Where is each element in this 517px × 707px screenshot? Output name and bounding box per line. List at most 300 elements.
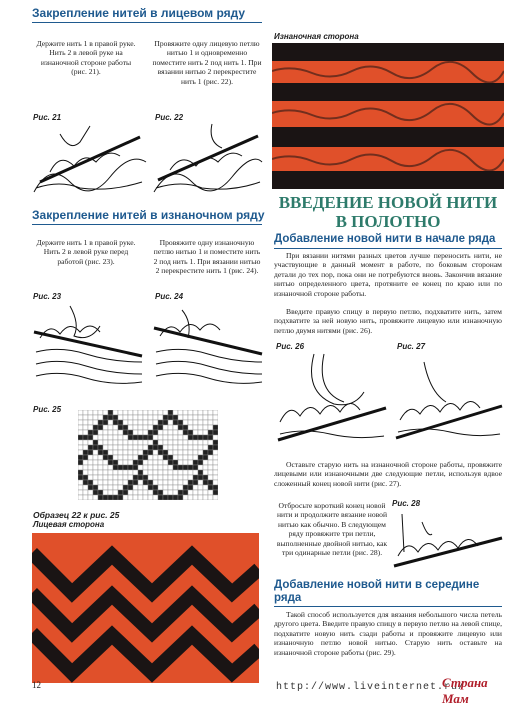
- chart-cell: [108, 455, 113, 460]
- chart-cell: [208, 415, 213, 420]
- chart-cell: [98, 495, 103, 500]
- chart-cell: [208, 480, 213, 485]
- chart-cell: [113, 420, 118, 425]
- chart-cell: [103, 420, 108, 425]
- chart-cell: [188, 490, 193, 495]
- chart-cell: [193, 425, 198, 430]
- chart-cell: [143, 455, 148, 460]
- chart-cell: [208, 485, 213, 490]
- chart-cell: [138, 465, 143, 470]
- chart-cell: [133, 465, 138, 470]
- chart-cell: [103, 480, 108, 485]
- chart-cell: [83, 430, 88, 435]
- front-side-swatch: [32, 533, 259, 683]
- section-banner-title: [272, 193, 504, 231]
- chart-cell: [133, 480, 138, 485]
- chart-cell: [93, 485, 98, 490]
- chart-cell: [133, 485, 138, 490]
- chart-cell: [183, 460, 188, 465]
- chart-cell: [158, 430, 163, 435]
- chart-cell: [128, 470, 133, 475]
- chart-cell: [78, 470, 83, 475]
- chart-cell: [188, 480, 193, 485]
- chart-cell: [108, 440, 113, 445]
- chart-cell: [163, 470, 168, 475]
- chart-cell: [123, 460, 128, 465]
- chart-cell: [208, 430, 213, 435]
- chart-cell: [133, 470, 138, 475]
- chart-cell: [88, 495, 93, 500]
- chart-cell: [143, 475, 148, 480]
- chart-cell: [93, 435, 98, 440]
- chart-cell: [168, 495, 173, 500]
- chart-cell: [173, 435, 178, 440]
- chart-cell: [188, 435, 193, 440]
- chart-cell: [88, 455, 93, 460]
- chart-cell: [198, 490, 203, 495]
- chart-cell: [203, 470, 208, 475]
- chart-cell: [183, 455, 188, 460]
- chart-cell: [163, 455, 168, 460]
- chart-cell: [158, 460, 163, 465]
- chart-cell: [198, 430, 203, 435]
- chart-cell: [113, 475, 118, 480]
- chart-cell: [208, 475, 213, 480]
- chart-cell: [118, 470, 123, 475]
- chart-cell: [153, 475, 158, 480]
- chart-cell: [193, 410, 198, 415]
- chart-cell: [193, 465, 198, 470]
- chart-cell: [133, 455, 138, 460]
- chart-cell: [98, 435, 103, 440]
- chart-cell: [203, 420, 208, 425]
- chart-cell: [198, 440, 203, 445]
- chart-cell: [103, 470, 108, 475]
- chart-cell: [183, 485, 188, 490]
- chart-cell: [108, 420, 113, 425]
- chart-cell: [158, 455, 163, 460]
- chart-cell: [138, 415, 143, 420]
- chart-cell: [203, 480, 208, 485]
- chart-cell: [93, 415, 98, 420]
- figure-22-illustration: [152, 122, 264, 194]
- chart-cell: [128, 460, 133, 465]
- chart-cell: [103, 425, 108, 430]
- chart-cell: [198, 455, 203, 460]
- figure-label: Рис. 22: [155, 113, 184, 122]
- chart-cell: [123, 435, 128, 440]
- chart-cell: [118, 430, 123, 435]
- chart-cell: [123, 450, 128, 455]
- chart-cell: [148, 430, 153, 435]
- chart-cell: [78, 475, 83, 480]
- chart-cell: [138, 480, 143, 485]
- chart-cell: [108, 430, 113, 435]
- chart-cell: [178, 480, 183, 485]
- chart-cell: [193, 435, 198, 440]
- chart-cell: [173, 485, 178, 490]
- chart-cell: [113, 435, 118, 440]
- chart-cell: [193, 460, 198, 465]
- chart-cell: [213, 410, 218, 415]
- chart-cell: [203, 415, 208, 420]
- chart-cell: [183, 495, 188, 500]
- chart-cell: [158, 420, 163, 425]
- paragraph: Такой способ используется для вязания небольшого числа петель другого цвета. Введите правую спицу в первую петлю на левой спице, подхватите новую нить сзади работы и провяжите лицевую или изнаночную петлю новой нитью. Старую нить оставьте на изнаночной стороне работы (рис. 29).: [274, 610, 502, 657]
- chart-cell: [93, 475, 98, 480]
- chart-cell: [143, 495, 148, 500]
- chart-cell: [108, 465, 113, 470]
- chart-cell: [203, 440, 208, 445]
- chart-cell: [113, 480, 118, 485]
- chart-cell: [138, 495, 143, 500]
- chart-cell: [183, 440, 188, 445]
- chart-cell: [143, 460, 148, 465]
- chart-cell: [98, 480, 103, 485]
- chart-cell: [123, 480, 128, 485]
- heading-knit-row: Закрепление нитей в лицевом ряду: [32, 6, 246, 20]
- chart-cell: [208, 410, 213, 415]
- chart-cell: [198, 470, 203, 475]
- chart-cell: [123, 490, 128, 495]
- chart-cell: [133, 445, 138, 450]
- chart-cell: [108, 445, 113, 450]
- chart-cell: [113, 450, 118, 455]
- chart-cell: [198, 460, 203, 465]
- chart-cell: [213, 445, 218, 450]
- chart-cell: [163, 415, 168, 420]
- chart-cell: [158, 495, 163, 500]
- chart-cell: [113, 440, 118, 445]
- chart-cell: [78, 410, 83, 415]
- chart-cell: [203, 410, 208, 415]
- chart-cell: [148, 470, 153, 475]
- footer-url[interactable]: http://www.liveinternet.ru/: [276, 682, 466, 693]
- chart-cell: [168, 485, 173, 490]
- site-stamp: Страна Мам: [442, 675, 488, 706]
- chart-cell: [213, 455, 218, 460]
- chart-cell: [108, 460, 113, 465]
- heading-purl-row: Закрепление нитей в изнаночном ряду: [32, 208, 265, 222]
- chart-cell: [158, 465, 163, 470]
- chart-cell: [93, 480, 98, 485]
- chart-cell: [193, 430, 198, 435]
- chart-cell: [178, 455, 183, 460]
- chart-cell: [98, 440, 103, 445]
- chart-cell: [118, 425, 123, 430]
- chart-cell: [83, 485, 88, 490]
- chart-cell: [158, 470, 163, 475]
- chart-cell: [203, 435, 208, 440]
- chart-cell: [98, 470, 103, 475]
- chart-cell: [133, 425, 138, 430]
- chart-cell: [183, 420, 188, 425]
- chart-cell: [123, 470, 128, 475]
- chart-cell: [83, 475, 88, 480]
- chart-cell: [153, 420, 158, 425]
- chart-cell: [93, 425, 98, 430]
- chart-cell: [173, 430, 178, 435]
- chart-cell: [108, 415, 113, 420]
- chart-cell: [168, 480, 173, 485]
- chart-cell: [193, 415, 198, 420]
- chart-cell: [128, 425, 133, 430]
- chart-cell: [113, 445, 118, 450]
- chart-cell: [98, 430, 103, 435]
- chart-cell: [178, 465, 183, 470]
- chart-cell: [213, 450, 218, 455]
- chart-cell: [148, 440, 153, 445]
- chart-cell: [93, 455, 98, 460]
- chart-cell: [178, 490, 183, 495]
- figure-28-illustration: [392, 508, 504, 572]
- chart-cell: [153, 450, 158, 455]
- chart-cell: [113, 425, 118, 430]
- chart-cell: [198, 435, 203, 440]
- chart-cell: [153, 410, 158, 415]
- chart-cell: [188, 440, 193, 445]
- chart-cell: [118, 475, 123, 480]
- figure-21-illustration: [30, 122, 148, 194]
- chart-cell: [118, 485, 123, 490]
- figure-label: Рис. 27: [397, 342, 426, 351]
- chart-cell: [103, 460, 108, 465]
- chart-cell: [208, 495, 213, 500]
- chart-cell: [88, 485, 93, 490]
- paragraph: Держите нить 1 в правой руке. Нить 2 в левой руке на изнаночной стороне работы (рис. 21).: [36, 39, 136, 77]
- chart-cell: [143, 435, 148, 440]
- chart-cell: [128, 450, 133, 455]
- paragraph: Держите нить 1 в правой руке. Нить 2 в левой руке перед работой (рис. 23).: [36, 238, 136, 266]
- chart-cell: [158, 445, 163, 450]
- chart-cell: [163, 465, 168, 470]
- figure-25-chart-grid: [78, 410, 218, 500]
- chart-cell: [168, 490, 173, 495]
- chart-cell: [83, 495, 88, 500]
- chart-cell: [188, 430, 193, 435]
- chart-cell: [128, 465, 133, 470]
- chart-cell: [193, 420, 198, 425]
- figure-label: Изнаночная сторона: [274, 32, 359, 41]
- chart-cell: [83, 480, 88, 485]
- chart-cell: [133, 420, 138, 425]
- chart-cell: [138, 440, 143, 445]
- chart-cell: [103, 495, 108, 500]
- chart-cell: [208, 490, 213, 495]
- chart-cell: [168, 460, 173, 465]
- chart-cell: [188, 425, 193, 430]
- chart-cell: [93, 495, 98, 500]
- chart-cell: [148, 475, 153, 480]
- chart-cell: [148, 445, 153, 450]
- chart-cell: [203, 455, 208, 460]
- chart-cell: [133, 415, 138, 420]
- chart-cell: [103, 415, 108, 420]
- chart-cell: [173, 495, 178, 500]
- chart-cell: [183, 435, 188, 440]
- chart-cell: [88, 490, 93, 495]
- chart-cell: [118, 410, 123, 415]
- heading-start-row: Добавление новой нити в начале ряда: [274, 233, 496, 245]
- chart-cell: [188, 470, 193, 475]
- chart-cell: [213, 430, 218, 435]
- figure-26-illustration: [274, 352, 390, 448]
- chart-cell: [213, 485, 218, 490]
- chart-cell: [208, 465, 213, 470]
- chart-cell: [98, 485, 103, 490]
- chart-cell: [173, 480, 178, 485]
- chart-cell: [158, 415, 163, 420]
- chart-cell: [133, 435, 138, 440]
- chart-cell: [98, 420, 103, 425]
- chart-cell: [203, 490, 208, 495]
- heading-mid-row: Добавление новой нити в середине ряда: [274, 579, 480, 604]
- chart-cell: [213, 435, 218, 440]
- chart-cell: [118, 445, 123, 450]
- chart-cell: [108, 410, 113, 415]
- chart-cell: [113, 470, 118, 475]
- chart-cell: [158, 490, 163, 495]
- chart-cell: [123, 475, 128, 480]
- chart-cell: [178, 430, 183, 435]
- chart-cell: [143, 480, 148, 485]
- chart-cell: [208, 470, 213, 475]
- chart-cell: [103, 410, 108, 415]
- chart-cell: [103, 435, 108, 440]
- chart-cell: [213, 465, 218, 470]
- chart-cell: [168, 465, 173, 470]
- chart-cell: [153, 480, 158, 485]
- chart-cell: [188, 420, 193, 425]
- chart-cell: [118, 460, 123, 465]
- chart-cell: [173, 460, 178, 465]
- chart-cell: [123, 420, 128, 425]
- chart-cell: [213, 480, 218, 485]
- chart-cell: [193, 490, 198, 495]
- chart-cell: [123, 425, 128, 430]
- chart-cell: [173, 470, 178, 475]
- chart-cell: [88, 465, 93, 470]
- chart-cell: [178, 475, 183, 480]
- chart-cell: [83, 445, 88, 450]
- chart-cell: [133, 440, 138, 445]
- chart-cell: [138, 450, 143, 455]
- chart-cell: [113, 465, 118, 470]
- chart-cell: [188, 485, 193, 490]
- chart-cell: [163, 440, 168, 445]
- chart-cell: [168, 440, 173, 445]
- chart-cell: [193, 480, 198, 485]
- chart-cell: [93, 420, 98, 425]
- chart-cell: [153, 455, 158, 460]
- chart-cell: [143, 425, 148, 430]
- chart-cell: [188, 465, 193, 470]
- chart-cell: [203, 450, 208, 455]
- chart-cell: [93, 465, 98, 470]
- chart-cell: [83, 490, 88, 495]
- chart-cell: [183, 475, 188, 480]
- heading-rule: [274, 606, 502, 607]
- chart-cell: [153, 460, 158, 465]
- chart-cell: [178, 410, 183, 415]
- chart-cell: [213, 470, 218, 475]
- chart-cell: [88, 460, 93, 465]
- chart-cell: [198, 410, 203, 415]
- chart-cell: [173, 465, 178, 470]
- chart-cell: [83, 410, 88, 415]
- chart-cell: [168, 420, 173, 425]
- chart-cell: [198, 450, 203, 455]
- chart-cell: [133, 490, 138, 495]
- chart-cell: [128, 480, 133, 485]
- chart-cell: [133, 495, 138, 500]
- chart-cell: [163, 445, 168, 450]
- chart-cell: [83, 460, 88, 465]
- chart-cell: [213, 425, 218, 430]
- chart-cell: [103, 465, 108, 470]
- chart-cell: [163, 420, 168, 425]
- chart-cell: [78, 440, 83, 445]
- figure-label: Образец 22 к рис. 25: [33, 510, 120, 520]
- chart-cell: [143, 490, 148, 495]
- chart-cell: [178, 470, 183, 475]
- chart-cell: [143, 420, 148, 425]
- chart-cell: [213, 460, 218, 465]
- chart-cell: [213, 415, 218, 420]
- chart-cell: [163, 495, 168, 500]
- chart-cell: [143, 485, 148, 490]
- chart-cell: [118, 480, 123, 485]
- chart-cell: [108, 450, 113, 455]
- chart-cell: [113, 430, 118, 435]
- chart-cell: [143, 415, 148, 420]
- chart-cell: [183, 480, 188, 485]
- chart-cell: [183, 445, 188, 450]
- chart-cell: [118, 435, 123, 440]
- chart-cell: [203, 495, 208, 500]
- chart-cell: [128, 495, 133, 500]
- chart-cell: [88, 470, 93, 475]
- chart-cell: [153, 485, 158, 490]
- chart-cell: [123, 455, 128, 460]
- chart-cell: [158, 450, 163, 455]
- figure-label: Рис. 24: [155, 292, 184, 301]
- chart-cell: [178, 460, 183, 465]
- chart-cell: [153, 430, 158, 435]
- chart-cell: [193, 470, 198, 475]
- chart-cell: [118, 440, 123, 445]
- chart-cell: [148, 455, 153, 460]
- chart-cell: [178, 440, 183, 445]
- chart-cell: [158, 485, 163, 490]
- chart-cell: [128, 445, 133, 450]
- chart-cell: [138, 430, 143, 435]
- chart-cell: [138, 455, 143, 460]
- chart-cell: [188, 495, 193, 500]
- figure-label: Рис. 21: [33, 113, 62, 122]
- chart-cell: [153, 465, 158, 470]
- figure-27-illustration: [394, 352, 504, 448]
- chart-cell: [98, 450, 103, 455]
- chart-cell: [168, 415, 173, 420]
- chart-cell: [153, 440, 158, 445]
- chart-cell: [113, 415, 118, 420]
- chart-cell: [173, 415, 178, 420]
- chart-cell: [78, 455, 83, 460]
- chart-cell: [98, 410, 103, 415]
- chart-cell: [208, 435, 213, 440]
- chart-cell: [133, 410, 138, 415]
